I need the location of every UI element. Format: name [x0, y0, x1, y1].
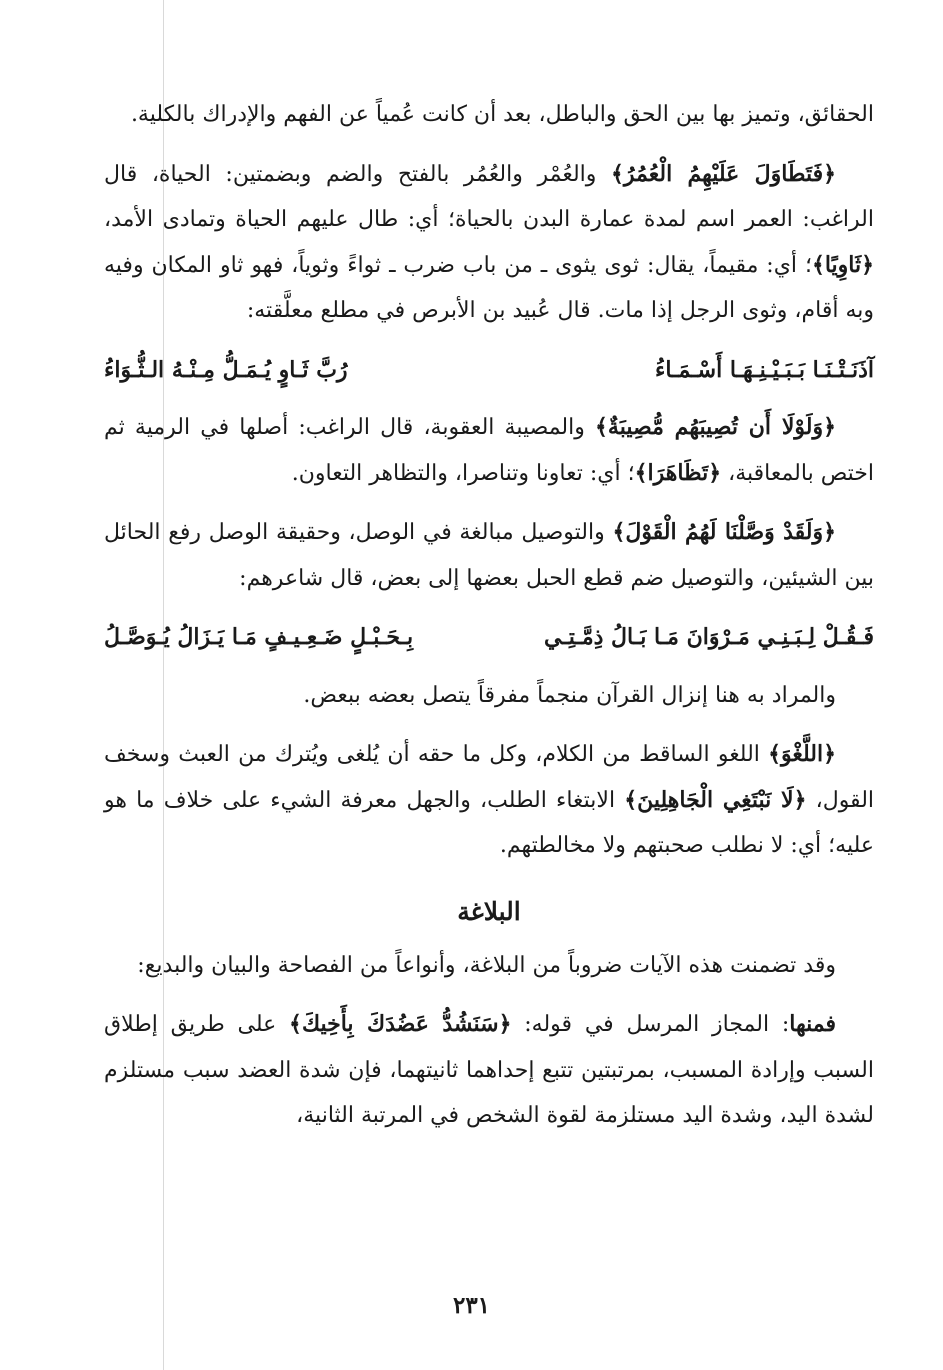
- paragraph-6: [104, 732, 874, 869]
- paragraph-5: [104, 673, 874, 719]
- verse-second-hemistich: بِـحَـبْـلٍ ضَـعِـيـفٍ مَـا يَـزَالُ يُـوَصَّـلُ: [104, 624, 414, 650]
- paragraph-text: : المجاز المرسل في قوله:: [511, 1012, 790, 1037]
- paragraph-4: [104, 510, 874, 601]
- paragraph-text: والمراد به هنا إنزال القرآن منجماً مفرقاً يتصل بعضه ببعض.: [303, 682, 836, 708]
- quran-quote: ﴿فَتَطَاوَلَ عَلَيْهِمُ الْعُمُرُ﴾: [611, 160, 836, 187]
- paragraph-text: اللغو الساقط من الكلام، وكل ما حقه أن يُلغى ويُترك من العبث وسخف القول،: [104, 742, 875, 813]
- page-number: ٢٣١: [452, 1292, 491, 1319]
- paragraph-3: [104, 405, 874, 496]
- paragraph-text: الحقائق، وتميز بها بين الحق والباطل، بعد أن كانت عُمياً عن الفهم والإدراك بالكلية.: [130, 102, 874, 127]
- paragraph-7: [104, 943, 874, 989]
- paragraph-text: على طريق إطلاق السبب وإرادة المسبب، بمرتبتين تتبع إحداهما ثانيتهما، فإن شدة العضد سبب مستلزم لشدة اليد، وشدة اليد مستلزمة لقوة الشخص في المرتبة الثانية،: [104, 1012, 874, 1128]
- quran-quote: ﴿لَا نَبْتَغِي الْجَاهِلِينَ﴾: [624, 786, 807, 813]
- quran-quote: ﴿سَنَشُدُّ عَضُدَكَ بِأَخِيكَ﴾: [289, 1011, 512, 1037]
- bold-lead-word: فمنها: [789, 1011, 836, 1037]
- poetry-verse-1: [104, 348, 874, 394]
- paragraph-8: [104, 1002, 874, 1139]
- poetry-verse-2: [104, 615, 874, 661]
- page-content: [104, 92, 874, 1153]
- verse-first-hemistich: فَـقُـلْ لِـبَـنِـي مَـرْوَانَ مَـا بَـالُ ذِمَّـتِـي: [543, 624, 874, 650]
- paragraph-2: [104, 152, 874, 334]
- paragraph-text: الابتغاء الطلب، والجهل معرفة الشيء على خلاف ما هو عليه؛ أي: لا نطلب صحبتهم ولا مخالطتهم.: [104, 787, 874, 858]
- verse-second-hemistich: رُبَّ ثَـاوٍ يُـمَـلُّ مِـنْـهُ الـثُّـوَاءُ: [104, 356, 348, 383]
- paragraph-text: ؛ أي: مقيماً، يقال: ثوى يثوى ـ من باب ضرب ـ ثواءً وثوياً، فهو ثاو المكان وفيه وبه أقام، وثوى الرجل إذا مات. قال عُبيد بن الأبرص في مطلع معلَّقته:: [104, 252, 874, 323]
- quran-quote: ﴿ثَاوِيًا﴾: [811, 251, 874, 278]
- quran-quote: ﴿وَلَقَدْ وَصَّلْنَا لَهُمُ الْقَوْلَ﴾: [612, 519, 836, 545]
- paragraph-1: [104, 92, 874, 138]
- paragraph-text: وقد تضمنت هذه الآيات ضروباً من البلاغة، وأنواعاً من الفصاحة والبيان والبديع:: [137, 952, 836, 978]
- quran-quote: ﴿تَظَاهَرَا﴾: [634, 459, 722, 486]
- paragraph-text: ؛ أي: تعاونا وتناصرا، والتظاهر التعاون.: [291, 460, 635, 486]
- quran-quote: ﴿وَلَوْلَا أَن تُصِيبَهُم مُّصِيبَةٌ﴾: [595, 414, 836, 440]
- paragraph-text: والعُمْر والعُمُر بالفتح والضم وبضمتين: الحياة، قال الراغب: العمر اسم لمدة عمارة البدن بالحياة؛ أي: طال عليهم الحياة وتمادى الأمد،: [104, 161, 874, 232]
- paragraph-text: والتوصيل مبالغة في الوصل، وحقيقة الوصل رفع الحائل بين الشيئين، والتوصيل ضم قطع الحبل بعضها إلى بعض، قال شاعرهم:: [104, 520, 874, 591]
- paragraph-text: والمصيبة العقوبة، قال الراغب: أصلها في الرمية ثم اختص بالمعاقبة،: [104, 415, 874, 486]
- verse-first-hemistich: آذَنَـتْـنَـا بَـبَـيْـنِـهَـا أَسْـمَـاءُ: [655, 356, 874, 383]
- section-heading: البلاغة: [457, 896, 521, 926]
- quran-quote: ﴿اللَّغْوَ﴾: [768, 741, 836, 767]
